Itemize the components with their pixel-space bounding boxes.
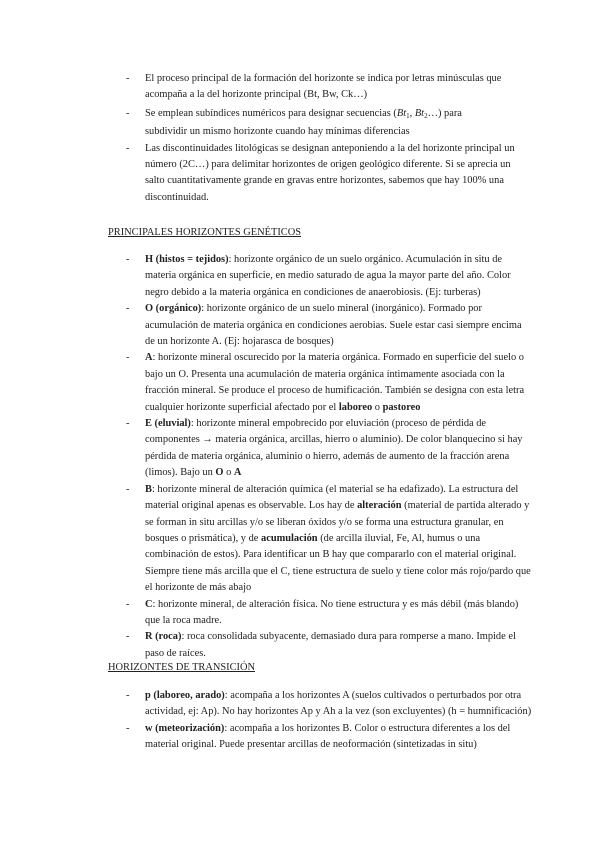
- list-item: - C: horizonte mineral, de alteración física. No tiene estructura y es más débil (más blando) que la roca madre.: [126, 598, 519, 626]
- bullet-dash: -: [126, 418, 130, 430]
- list-item: - R (roca): roca consolidada subyacente, demasiado dura para romperse a mano. Impide el paso de raíces.: [126, 631, 516, 659]
- section-heading-genetic: PRINCIPALES HORIZONTES GENÉTICOS: [108, 227, 302, 238]
- list-item: - Las discontinuidades litológicas se designan anteponiendo a la del horizonte principal un número (2C…) para delimitar horizontes de origen geológico diferente. Si se aprecia un salto cuantitativamente grande en gravas entre horizontes, sabemos que hay 100% una discontinuidad.: [126, 142, 515, 203]
- section-heading-transition: HORIZONTES DE TRANSICIÓN: [108, 662, 256, 673]
- bullet-dash: -: [126, 142, 130, 154]
- intro-list: [0, 71, 600, 206]
- bullet-dash: -: [126, 254, 130, 265]
- list-item: - A: horizonte mineral oscurecido por la materia orgánica. Formado en superficie del suelo o bajo un O. Presenta una acumulación de materia orgánica íntimamente asociada con la fracción mineral. Se produce el proceso de humificación. También se designa con esta letra cualquier horizonte superficial afectado por el laboreo o pastoreo: [126, 352, 525, 413]
- bullet-dash: -: [126, 690, 130, 701]
- bullet-dash: -: [126, 598, 130, 610]
- bullet-dash: -: [126, 303, 130, 315]
- list-item: - O (orgánico): horizonte orgánico de un suelo mineral (inorgánico). Formado por acumulación de materia orgánica en condiciones aerobias. Suele estar casi siempre encima de un horizonte A. (Ej: hojarasca de bosques): [126, 303, 522, 348]
- transition-horizons-list: [0, 688, 600, 754]
- list-item: - p (laboreo, arado): acompaña a los horizontes A (suelos cultivados o perturbados por otra actividad, ej: Ap). No hay horizontes Ap y Ah a la vez (son excluyentes) (h = humnificación): [126, 690, 532, 718]
- list-item: - El proceso principal de la formación del horizonte se indica por letras minúsculas que acompaña a la del horizonte principal (Bt, Bw, Ck…): [126, 73, 502, 101]
- list-item: - H (histos = tejidos): horizonte orgánico de un suelo orgánico. Acumulación in situ de materia orgánica en superficie, en medio saturado de agua la mayor parte del año. Color negro debido a la materia orgánica en condiciones de anaerobiosis. (Ej: turberas): [126, 254, 511, 298]
- bullet-dash: -: [126, 352, 130, 364]
- bullet-dash: -: [126, 73, 130, 84]
- list-item: - w (meteorización): acompaña a los horizontes B. Color o estructura diferentes a los del material original. Puede presentar arcillas de neoformación (sintetizadas in situ): [126, 722, 511, 751]
- bullet-dash: -: [126, 483, 130, 495]
- bullet-dash: -: [126, 107, 130, 119]
- list-item: - B: horizonte mineral de alteración química (el material se ha edafizado). La estructura del material original apenas es observable. Los hay de alteración (material de partida alterado y se forman in situ arcillas y/o se liberan óxidos y/o se forma una estructura granular, en bosques o prismática), y de acumulación (de arcilla iluvial, Fe, Al, humus o una combinación de estos). Para identificar un B hay que compararlo con el material original. Siempre tiene más arcilla que el C, tiene estructura de suelo y tiene color más rojo/pardo que el horizonte de más abajo: [126, 483, 531, 594]
- bullet-dash: -: [126, 631, 130, 643]
- bullet-dash: -: [126, 722, 130, 734]
- list-item: - Se emplean subíndices numéricos para designar secuencias ($Bt_1$, $Bt_2\dots$) para subdividir un mismo horizonte cuando hay mínimas diferencias: [126, 107, 462, 138]
- genetic-horizons-list: [0, 252, 600, 662]
- list-item: - E (eluvial): horizonte mineral empobrecido por eluviación (proceso de pérdida de componentes → materia orgánica, arcillas, hierro o aluminio). De color blanquecino si hay pérdida de materia orgánica, aluminio o hierro, además de aumento de la fracción arena (limos). Bajo un O o A: [126, 418, 523, 479]
